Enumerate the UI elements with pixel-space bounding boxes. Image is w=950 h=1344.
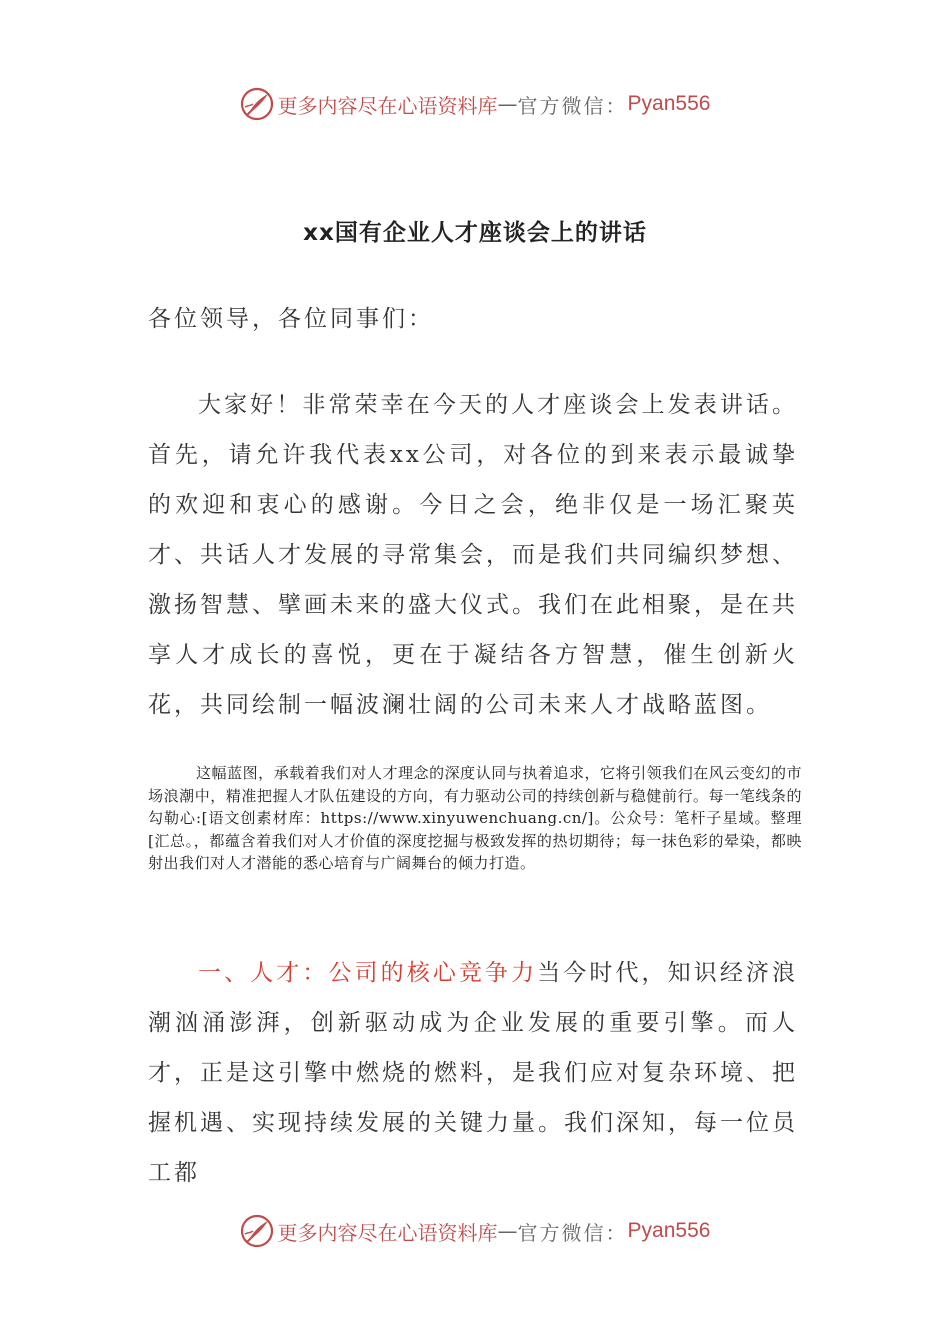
- section-one-text: 当今时代，知识经济浪潮汹涌澎湃，创新驱动成为企业发展的重要引擎。而人才，正是这引擎中燃烧的燃料，是我们应对复杂环境、把握机遇、实现持续发展的关键力量。我们深知，每一位员工都: [148, 960, 799, 1186]
- quill-logo-icon: [240, 87, 274, 121]
- paragraph-blueprint: 这幅蓝图，承载着我们对人才理念的深度认同与执着追求，它将引领我们在风云变幻的市场浪潮中，精准把握人才队伍建设的方向，有力驱动公司的持续创新与稳健前行。每一笔线条的勾勒心:[语文创素材库：https://www.xinyuwenchuang.cn/]。公众号：笔杆子星域。整理[汇总。，都蕴含着我们对人才价值的深度挖掘与极致发挥的热切期待；每一抹色彩的晕染，都映射出我们对人才潜能的悉心培育与广阔舞台的倾力打造。: [148, 764, 802, 872]
- banner-dash: —: [497, 1219, 518, 1243]
- paragraph-opening: 大家好！非常荣幸在今天的人才座谈会上发表讲话。首先，请允许我代表xx公司，对各位的到来表示最诚挚的欢迎和衷心的感谢。今日之会，绝非仅是一场汇聚英才、共话人才发展的寻常集会，而是我们共同编织梦想、激扬智慧、擘画未来的盛大仪式。我们在此相聚，是在共享人才成长的喜悦，更在于凝结各方智慧，催生创新火花，共同绘制一幅波澜壮阔的公司未来人才战略蓝图。: [148, 392, 798, 718]
- banner-main-text: 更多内容尽在心语资料库: [277, 1220, 498, 1245]
- header-watermark-banner: [0, 84, 950, 124]
- section-one-heading: 一、人才：公司的核心竞争力: [198, 960, 538, 986]
- banner-main-text: 更多内容尽在心语资料库: [277, 93, 498, 118]
- section-one-paragraph: [148, 948, 798, 1198]
- banner-wechat-id: Pyan556: [627, 1219, 711, 1242]
- banner-wechat-label: 官方微信：: [517, 1220, 628, 1245]
- footer-watermark-banner: [0, 1211, 950, 1251]
- document-title: xx国有企业人才座谈会上的讲话: [303, 220, 647, 246]
- banner-dash: —: [497, 92, 518, 116]
- banner-wechat-id: Pyan556: [627, 92, 711, 115]
- quill-logo-icon: [240, 1214, 274, 1248]
- banner-wechat-label: 官方微信：: [517, 93, 628, 118]
- salutation: 各位领导，各位同事们：: [148, 306, 434, 332]
